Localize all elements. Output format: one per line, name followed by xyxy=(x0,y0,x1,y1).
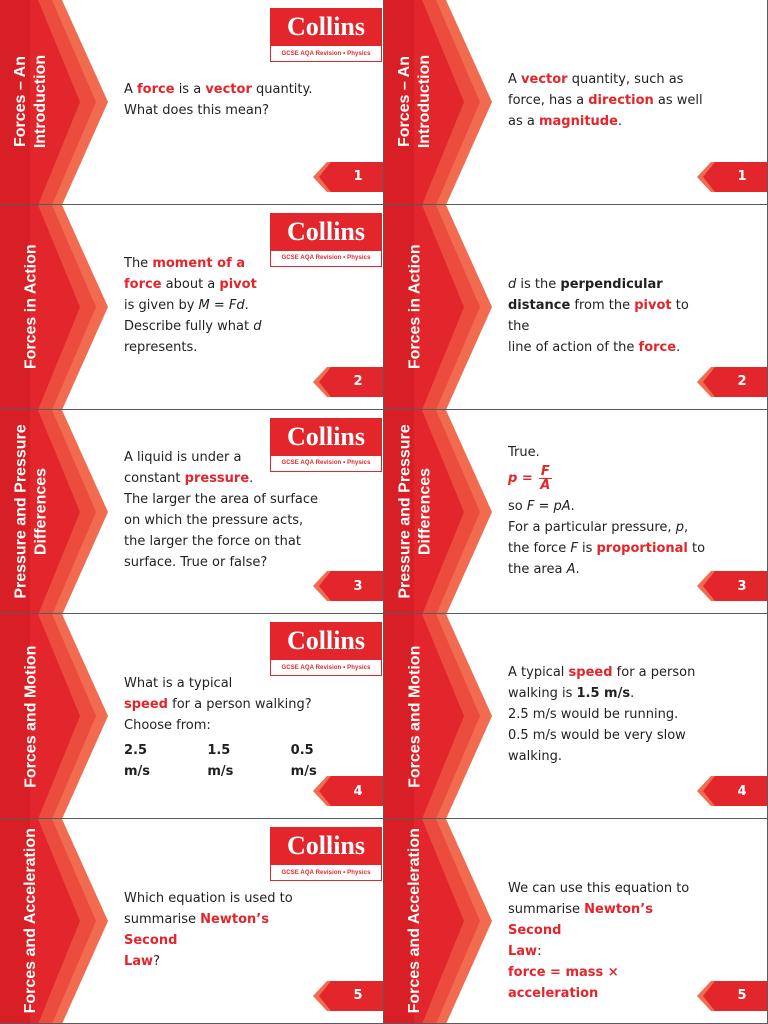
text-run: about a xyxy=(161,276,220,292)
topic-line: Forces – An xyxy=(12,56,30,148)
text-run: walking is xyxy=(508,686,577,702)
card-number-tab xyxy=(313,776,383,806)
logo-subtitle: GCSE AQA Revision • Physics xyxy=(270,660,382,676)
card-2-question xyxy=(0,205,384,410)
card-number-tab xyxy=(697,981,767,1011)
topic-label xyxy=(384,614,446,818)
card-4-question xyxy=(0,614,384,819)
card-text xyxy=(124,79,324,121)
topic-line: Forces and Motion xyxy=(22,645,40,788)
topic-label xyxy=(384,819,446,1023)
card-number-tab xyxy=(313,981,383,1011)
text-run: . xyxy=(575,561,580,577)
logo-wordmark: Collins xyxy=(270,827,382,865)
choice-item[interactable]: 2.5 m/s xyxy=(124,742,151,779)
choice-item[interactable]: 1.5 m/s xyxy=(207,742,234,779)
text-run: d xyxy=(253,318,262,334)
text-run: A xyxy=(508,71,522,87)
logo-subtitle: GCSE AQA Revision • Physics xyxy=(270,251,382,267)
text-run: For a particular pressure, xyxy=(508,519,676,535)
text-run: the area xyxy=(508,561,567,577)
card-text xyxy=(508,442,708,580)
text-run: for a person walking? xyxy=(167,696,312,712)
card-number-tab xyxy=(697,776,767,806)
text-run: quantity, such as xyxy=(567,71,684,87)
card-number-tab xyxy=(313,571,383,601)
logo-wordmark: Collins xyxy=(270,213,382,251)
text-run: A xyxy=(566,561,576,577)
topic-line: Introduction xyxy=(416,55,433,149)
collins-logo xyxy=(270,8,382,62)
text-run: on which the pressure acts, xyxy=(124,512,304,528)
card-text xyxy=(124,673,344,782)
card-1-answer xyxy=(384,0,768,205)
pressure-formula xyxy=(508,465,708,492)
topic-label xyxy=(384,410,446,614)
text-run: The larger the area of surface xyxy=(124,491,319,507)
text-run: proportional xyxy=(596,540,688,556)
text-run: surface. True or false? xyxy=(124,554,268,570)
card-text xyxy=(124,447,324,573)
text-run: Choose from: xyxy=(124,717,211,733)
text-run: pivot xyxy=(634,297,672,313)
logo-wordmark: Collins xyxy=(270,418,382,456)
card-4-answer xyxy=(384,614,768,819)
formula-lhs: p = xyxy=(508,470,533,486)
topic-line: Introduction xyxy=(32,55,49,149)
text-run: . xyxy=(676,339,681,355)
text-run: is a xyxy=(174,82,206,98)
card-3-question xyxy=(0,410,384,615)
text-run: . xyxy=(249,470,254,486)
text-run: is given by xyxy=(124,297,199,313)
card-text xyxy=(124,253,324,358)
text-run: Newton’s Second xyxy=(124,912,269,949)
card-number: 5 xyxy=(737,988,747,1004)
topic-line: Forces in Action xyxy=(406,244,424,370)
card-5-answer xyxy=(384,819,768,1024)
text-run: is xyxy=(577,540,597,556)
text-run: direction xyxy=(588,92,654,108)
topic-line: Forces and Acceleration xyxy=(22,828,40,1014)
text-run: constant xyxy=(124,470,185,486)
text-run: represents. xyxy=(124,339,198,355)
topic-line: Forces – An xyxy=(396,56,414,148)
topic-label xyxy=(0,0,62,204)
text-run: M xyxy=(198,297,210,313)
text-run: speed xyxy=(124,696,168,712)
text-run: as a xyxy=(508,113,539,129)
card-5-question xyxy=(0,819,384,1024)
text-run: = xyxy=(209,297,229,313)
text-run: vector xyxy=(205,82,252,98)
text-run: the larger the force on that xyxy=(124,533,301,549)
text-run: What is a typical xyxy=(124,675,233,691)
card-number: 5 xyxy=(353,988,363,1004)
text-run: F xyxy=(570,540,578,556)
logo-wordmark: Collins xyxy=(270,8,382,46)
text-run: quantity. xyxy=(251,82,313,98)
formula-denominator: A xyxy=(540,477,551,493)
text-run: Newton’s Second xyxy=(508,901,653,938)
text-run: Fd xyxy=(228,297,245,313)
text-run: perpendicular xyxy=(560,276,663,292)
collins-logo xyxy=(270,622,382,676)
card-text xyxy=(508,662,708,767)
text-run: force xyxy=(137,82,175,98)
topic-line: Pressure and Pressure xyxy=(396,424,414,599)
text-run: magnitude xyxy=(538,113,618,129)
text-run: force, has a xyxy=(508,92,589,108)
text-run: 0.5 m/s would be very slow xyxy=(508,728,686,744)
topic-line: Forces and Acceleration xyxy=(406,828,424,1014)
topic-line: Pressure and Pressure xyxy=(12,424,30,599)
logo-subtitle: GCSE AQA Revision • Physics xyxy=(270,865,382,881)
card-number-tab xyxy=(697,162,767,192)
choice-list xyxy=(124,740,344,782)
text-run: Which equation is used to xyxy=(124,891,293,907)
text-run: summarise xyxy=(508,901,585,917)
card-text xyxy=(508,274,708,358)
card-number: 4 xyxy=(737,783,747,799)
text-run: . xyxy=(630,686,635,702)
text-run: pressure xyxy=(184,470,250,486)
card-number-tab xyxy=(697,571,767,601)
choice-item[interactable]: 0.5 m/s xyxy=(290,742,317,779)
text-run: A liquid is under a xyxy=(124,449,242,465)
text-run: speed xyxy=(568,665,613,681)
text-run: F xyxy=(526,498,535,514)
card-number-tab xyxy=(313,162,383,192)
text-run: A typical xyxy=(508,665,569,681)
text-run: to xyxy=(687,540,706,556)
text-run: , xyxy=(683,519,689,535)
topic-label xyxy=(0,205,62,409)
logo-wordmark: Collins xyxy=(270,622,382,660)
topic-label xyxy=(0,819,62,1023)
text-run: What does this mean? xyxy=(124,103,270,119)
text-run: The xyxy=(124,255,153,271)
card-number: 3 xyxy=(353,578,363,594)
topic-line: Differences xyxy=(32,467,50,556)
card-number-tab xyxy=(313,367,383,397)
card-number: 2 xyxy=(737,374,747,390)
text-run: p xyxy=(675,519,684,535)
text-run: summarise xyxy=(124,912,201,928)
card-text xyxy=(508,69,708,132)
card-text xyxy=(124,888,324,972)
text-run: pivot xyxy=(219,276,257,292)
topic-label xyxy=(384,0,446,204)
collins-logo xyxy=(270,827,382,881)
formula-fraction xyxy=(539,465,552,492)
logo-subtitle: GCSE AQA Revision • Physics xyxy=(270,456,382,472)
text-run: Describe fully what xyxy=(124,318,254,334)
text-run: Law xyxy=(124,954,154,970)
text-run: We can use this equation to xyxy=(508,880,690,896)
text-run: = xyxy=(534,498,554,514)
text-run: vector xyxy=(521,71,568,87)
true-label: True. xyxy=(508,444,540,460)
card-number: 1 xyxy=(353,169,363,185)
card-text xyxy=(508,878,708,1004)
text-run: walking. xyxy=(508,749,562,765)
text-run: for a person xyxy=(612,665,696,681)
text-run: moment of a xyxy=(152,255,246,271)
text-run: 2.5 m/s would be running. xyxy=(508,707,679,723)
text-run: ? xyxy=(153,954,160,970)
card-number: 1 xyxy=(737,169,747,185)
text-run: Law xyxy=(508,943,538,959)
text-run: to the xyxy=(508,297,689,334)
text-run: A xyxy=(124,82,138,98)
card-1-question xyxy=(0,0,384,205)
topic-label xyxy=(0,410,62,614)
topic-label xyxy=(0,614,62,818)
text-run: . xyxy=(244,297,249,313)
text-run: line of action of the xyxy=(508,339,639,355)
topic-line: Differences xyxy=(416,467,434,556)
card-number-tab xyxy=(697,367,767,397)
card-3-answer xyxy=(384,410,768,615)
text-run: the force xyxy=(508,540,571,556)
text-run: force xyxy=(638,339,677,355)
text-run: force xyxy=(124,276,162,292)
card-number: 2 xyxy=(353,374,363,390)
card-number: 4 xyxy=(353,783,363,799)
text-run: 1.5 m/s xyxy=(576,686,631,702)
topic-line: Forces in Action xyxy=(22,244,40,370)
text-run: so xyxy=(508,498,527,514)
text-run: as well xyxy=(653,92,703,108)
text-run: : xyxy=(537,943,542,959)
text-run: . xyxy=(570,498,575,514)
card-2-answer xyxy=(384,205,768,410)
topic-line: Forces and Motion xyxy=(406,645,424,788)
formula-numerator: F xyxy=(540,463,550,479)
logo-subtitle: GCSE AQA Revision • Physics xyxy=(270,46,382,62)
text-run: is the xyxy=(516,276,561,292)
text-run: force = mass × acceleration xyxy=(508,964,619,1001)
text-run: d xyxy=(508,276,517,292)
text-run: distance xyxy=(508,297,571,313)
card-number: 3 xyxy=(737,578,747,594)
text-run: from the xyxy=(570,297,635,313)
text-run: pA xyxy=(553,498,571,514)
text-run: . xyxy=(617,113,623,129)
topic-label xyxy=(384,205,446,409)
